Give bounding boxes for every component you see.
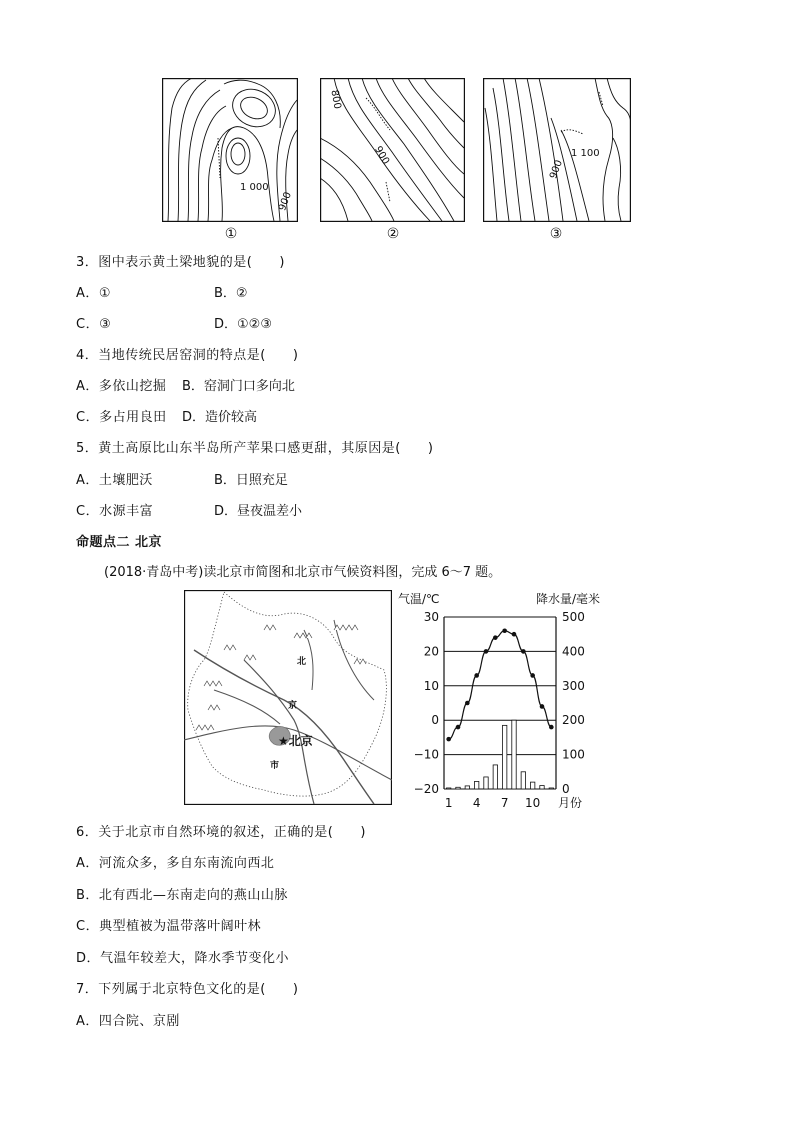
x-axis-label: 月份 [558, 796, 583, 810]
x-tick-label: 10 [525, 796, 541, 810]
x-tick-label: 1 [444, 796, 453, 810]
y-right-tick-label: 300 [562, 678, 585, 693]
temperature-point [549, 725, 554, 730]
topo-map-1 [162, 78, 298, 222]
question-3-option-b: B．② [214, 286, 248, 301]
question-4-option-c: C．多占用良田 [76, 410, 167, 425]
temperature-point [465, 701, 470, 706]
section-title: 命题点二 北京 [76, 535, 163, 550]
y-left-tick-label: 10 [423, 678, 439, 693]
question-5-stem: 5．黄土高原比山东半岛所产苹果口感更甜，其原因是( ) [76, 441, 434, 456]
question-7-stem: 7．下列属于北京特色文化的是( ) [76, 982, 299, 997]
question-4-option-d: D．造价较高 [182, 410, 258, 425]
precipitation-bar [512, 720, 516, 789]
topo-map-3 [483, 78, 631, 222]
question-4-stem: 4．当地传统民居窑洞的特点是( ) [76, 348, 299, 363]
question-5-option-a: A．土壤肥沃 [76, 473, 153, 488]
topo-map-1-label: ① [224, 226, 238, 242]
y-right-tick-label: 200 [562, 713, 585, 728]
precipitation-bar [530, 782, 534, 789]
question-3-option-a: A．① [76, 286, 112, 301]
question-6-stem: 6．关于北京市自然环境的叙述，正确的是( ) [76, 825, 366, 840]
question-3-option-c: C．③ [76, 317, 112, 332]
contour-label: 1 100 [571, 148, 600, 159]
y-right-tick-label: 400 [562, 644, 585, 659]
beijing-city-label: ★北京 [278, 734, 313, 748]
question-4-option-a: A．多依山挖掘 [76, 379, 167, 394]
map-label-shi: 市 [270, 761, 280, 771]
precipitation-bar [474, 781, 478, 789]
precipitation-bar [549, 788, 553, 789]
topo-map-2 [320, 78, 465, 222]
question-4-option-b: B．窑洞门口多向北 [182, 379, 295, 394]
question-3-option-d: D．①②③ [214, 317, 272, 332]
contour-label: 900 [277, 190, 294, 213]
topo-map-3-label: ③ [549, 226, 563, 242]
beijing-map [184, 590, 392, 805]
question-6-option-d: D．气温年较差大，降水季节变化小 [76, 951, 290, 966]
y-left-tick-label: −10 [413, 747, 439, 762]
y-right-tick-label: 0 [562, 782, 570, 796]
question-7-option-a: A．四合院、京剧 [76, 1014, 180, 1029]
y-left-tick-label: 30 [423, 610, 439, 624]
temperature-point [484, 649, 489, 654]
y-right-tick-label: 100 [562, 747, 585, 762]
x-tick-label: 7 [500, 796, 509, 810]
y-left-tick-label: 0 [431, 713, 439, 728]
temperature-point [521, 649, 526, 654]
temperature-point [474, 673, 479, 678]
contour-label: 900 [548, 158, 565, 181]
intro-text: (2018·青岛中考)读北京市简图和北京市气候资料图，完成 6～7 题。 [104, 565, 502, 580]
precipitation-bar [502, 725, 506, 789]
precipitation-bar [465, 786, 469, 789]
precipitation-bar [456, 787, 460, 789]
precipitation-bar [540, 786, 544, 789]
temperature-point [512, 632, 517, 637]
y-left-tick-label: −20 [413, 782, 439, 796]
question-6-option-b: B．北有西北—东南走向的燕山山脉 [76, 888, 288, 903]
contour-label: 1 000 [240, 182, 269, 193]
map-label-bei: 北 [297, 657, 307, 667]
temperature-point [530, 673, 535, 678]
temperature-line [449, 631, 552, 739]
question-3-stem: 3．图中表示黄土梁地貌的是( ) [76, 255, 285, 270]
y-right-tick-label: 500 [562, 610, 585, 624]
temperature-point [446, 737, 451, 742]
map-label-jing: 京 [288, 701, 298, 711]
question-5-option-c: C．水源丰富 [76, 504, 154, 519]
temperature-point [493, 635, 498, 640]
precipitation-bar [521, 772, 525, 789]
contour-label: 900 [372, 144, 392, 167]
y-left-tick-label: 20 [423, 644, 439, 659]
precipitation-bar [493, 765, 497, 789]
question-5-option-b: B．日照充足 [214, 473, 288, 488]
contour-label: 800 [328, 89, 343, 110]
question-5-option-d: D．昼夜温差小 [214, 504, 303, 519]
temperature-point [502, 628, 507, 633]
y-right-axis-label: 降水量/毫米 [536, 592, 601, 606]
temperature-point [540, 704, 545, 709]
question-6-option-a: A．河流众多，多自东南流向西北 [76, 856, 275, 871]
topo-map-2-label: ② [386, 226, 400, 242]
climate-chart [396, 590, 612, 815]
precipitation-bar [446, 788, 450, 789]
x-tick-label: 4 [472, 796, 481, 810]
precipitation-bar [484, 777, 488, 789]
y-left-axis-label: 气温/℃ [398, 592, 440, 606]
question-6-option-c: C．典型植被为温带落叶阔叶林 [76, 919, 262, 934]
temperature-point [456, 725, 461, 730]
